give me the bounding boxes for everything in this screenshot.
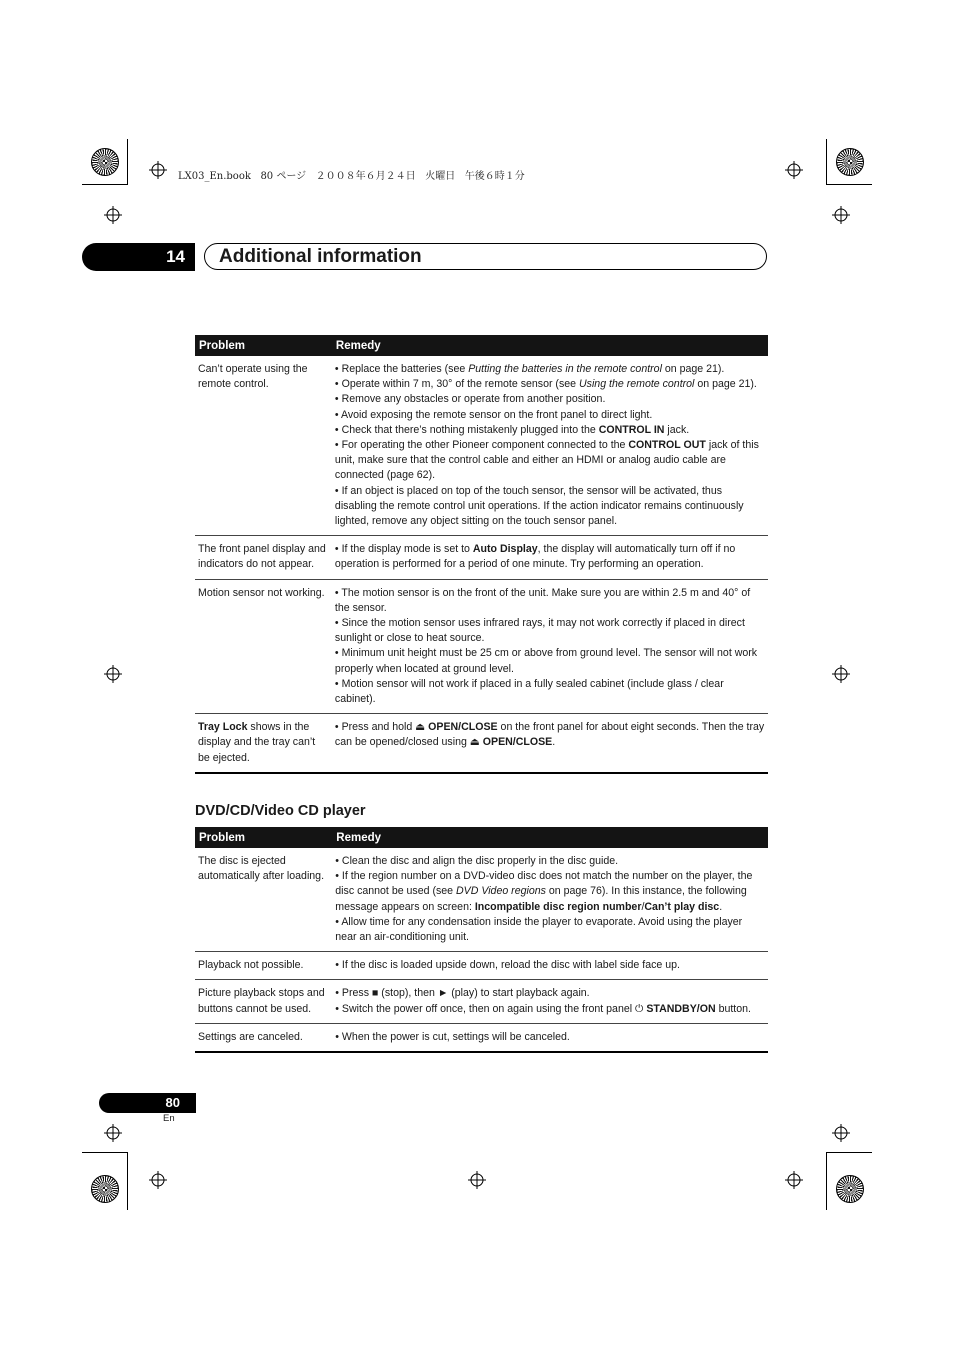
problem-cell: Playback not possible. [195, 952, 332, 980]
crosshair-icon [832, 206, 850, 224]
registration-sunburst-icon [836, 148, 864, 176]
table-header-row [195, 335, 768, 356]
table-row [195, 980, 768, 1023]
troubleshooting-table-general [195, 335, 768, 774]
troubleshooting-table-dvd [195, 827, 768, 1053]
crop-mark [826, 1152, 872, 1153]
crosshair-icon [785, 161, 803, 179]
page-language: En [163, 1113, 175, 1124]
column-header-problem: Problem [195, 335, 332, 356]
crosshair-icon [104, 1124, 122, 1142]
crosshair-icon [832, 665, 850, 683]
crop-mark [826, 139, 827, 185]
table-row [195, 536, 768, 579]
remedy-cell: • Clean the disc and align the disc properly in the disc guide. • If the region number on a DVD-video disc does not match the number on the player, the disc cannot be used (see DVD Video regions on page 76). In this instance, the following message appears on screen: Incompatible disc region number/Can’t play disc. • Allow time for any condensation inside the player to evaporate. Avoid using the player near an air-conditioning unit. [332, 848, 768, 952]
page-number-badge: 80 [99, 1093, 196, 1113]
table-row [195, 579, 768, 714]
table-row [195, 356, 768, 536]
crosshair-icon [149, 161, 167, 179]
problem-cell: Tray Lock shows in the display and the tray can’t be ejected. [195, 714, 332, 773]
crosshair-icon [468, 1171, 486, 1189]
column-header-problem: Problem [195, 827, 332, 848]
crop-mark [826, 184, 872, 185]
crosshair-icon [832, 1124, 850, 1142]
chapter-title: Additional information [219, 246, 422, 267]
problem-cell: Settings are canceled. [195, 1023, 332, 1052]
remedy-cell: • When the power is cut, settings will be canceled. [332, 1023, 768, 1052]
registration-sunburst-icon [836, 1175, 864, 1203]
problem-cell: Motion sensor not working. [195, 579, 332, 714]
crosshair-icon [104, 206, 122, 224]
chapter-number-badge: 14 [82, 243, 195, 271]
table-header-row [195, 827, 768, 848]
crop-mark [826, 1152, 827, 1210]
registration-sunburst-icon [91, 148, 119, 176]
remedy-cell: • If the display mode is set to Auto Display, the display will automatically turn off if no operation is performed for a period of one minute. Try performing an operation. [332, 536, 768, 579]
column-header-remedy: Remedy [332, 827, 768, 848]
crop-mark [82, 1152, 128, 1153]
print-info-line: LX03_En.book 80 ページ ２００８年６月２４日 火曜日 午後６時１分 [178, 171, 525, 182]
column-header-remedy: Remedy [332, 335, 768, 356]
problem-cell: The front panel display and indicators do not appear. [195, 536, 332, 579]
remedy-cell: • Press ■ (stop), then ► (play) to start playback again. • Switch the power off once, then on again using the front panel ⏻ STANDBY/ON button. [332, 980, 768, 1023]
section-heading: DVD/CD/Video CD player [195, 803, 366, 819]
table-row [195, 1023, 768, 1052]
remedy-cell: • Press and hold ⏏ OPEN/CLOSE on the front panel for about eight seconds. Then the tray can be opened/closed using ⏏ OPEN/CLOSE. [332, 714, 768, 773]
problem-cell: Picture playback stops and buttons cannot be used. [195, 980, 332, 1023]
registration-sunburst-icon [91, 1175, 119, 1203]
chapter-title-box [204, 243, 767, 270]
table-row [195, 952, 768, 980]
remedy-cell: • The motion sensor is on the front of the unit. Make sure you are within 2.5 m and 40° of the sensor. • Since the motion sensor uses infrared rays, it may not work correctly if placed in direct sunlight or close to heat source. • Minimum unit height must be 25 cm or above from ground level. The sensor will not work properly when located at ground level. • Motion sensor will not work if placed in a fully sealed cabinet (include glass / clear cabinet). [332, 579, 768, 714]
crosshair-icon [149, 1171, 167, 1189]
crosshair-icon [785, 1171, 803, 1189]
crop-mark [127, 1152, 128, 1210]
remedy-cell: • Replace the batteries (see Putting the batteries in the remote control on page 21). • Operate within 7 m, 30° of the remote sensor (see Using the remote control on page 21). • Remove any obstacles or operate from another position. • Avoid exposing the remote sensor on the front panel to direct light. • Check that there’s nothing mistakenly plugged into the CONTROL IN jack. • For operating the other Pioneer component connected to the CONTROL OUT jack of this unit, make sure that the control cable and either an HDMI or analog audio cable are connected (page 62). • If an object is placed on top of the touch sensor, the sensor will be activated, thus disabling the remote control unit operations. If the action indicator remains continuously lighted, remove any object sitting on the touch sensor panel. [332, 356, 768, 536]
problem-cell: Can’t operate using the remote control. [195, 356, 332, 536]
crosshair-icon [104, 665, 122, 683]
problem-cell: The disc is ejected automatically after loading. [195, 848, 332, 952]
table-row [195, 714, 768, 773]
table-row [195, 848, 768, 952]
crop-mark [127, 139, 128, 185]
crop-mark [82, 184, 128, 185]
remedy-cell: • If the disc is loaded upside down, reload the disc with label side face up. [332, 952, 768, 980]
